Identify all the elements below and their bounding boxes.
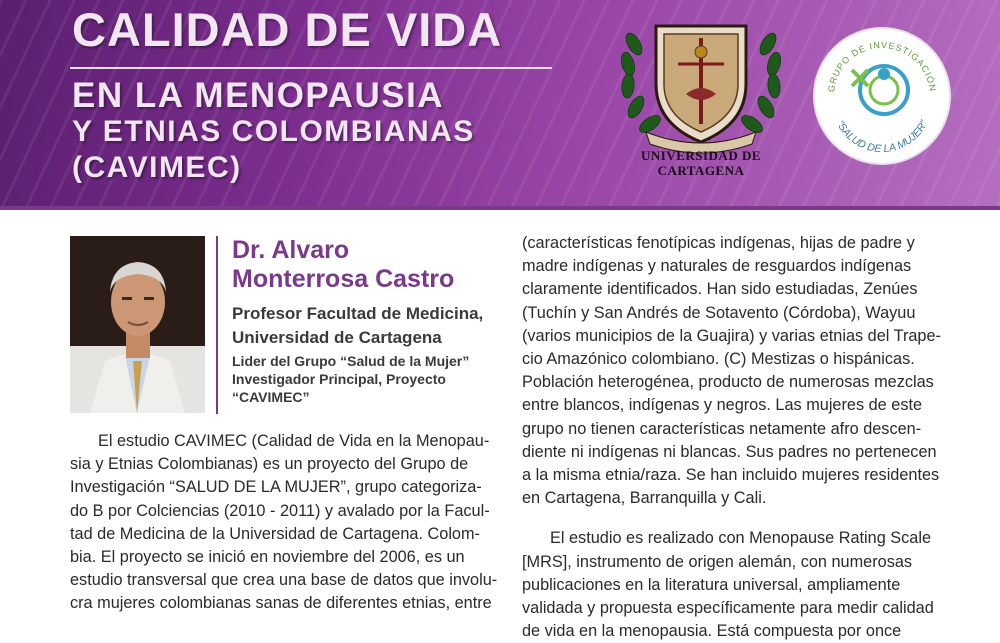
text-line: cio Amazónico colombiano. (C) Mestizas o hispánicas. <box>522 350 915 369</box>
text-line: (Tuchín y San Andrés de Sotavento (Córdoba), Wayuu <box>522 303 916 322</box>
text-line: bia. El proyecto se inició en noviembre del 2006, es un <box>70 548 465 567</box>
university-caption <box>612 148 790 178</box>
author-name-line-1: Dr. Alvaro <box>232 236 350 264</box>
text-line: do B por Colciencias (2010 - 2011) y avalado por la Facul- <box>70 501 490 520</box>
text-line: cra mujeres colombianas sanas de diferentes etnias, entre <box>70 594 492 613</box>
author-additional-roles <box>232 352 469 406</box>
title-line-3: Y ETNIAS COLOMBIANAS <box>72 115 475 148</box>
seal-top-text: GRUPO DE INVESTIGACIÓN <box>826 39 938 93</box>
paragraph-spacer <box>522 510 946 527</box>
text-line: publicaciones en la literatura universal, ampliamente <box>522 575 901 594</box>
text-line: a la misma etnia/raza. Se han incluido mujeres residentes <box>522 466 940 485</box>
author-divider <box>216 236 218 414</box>
text-line: de vida en la menopausia. Está compuesta por once <box>522 622 902 641</box>
text-line: Población heterogénea, producto de numerosas mezclas <box>522 373 934 392</box>
title-line-2: EN LA MENOPAUSIA <box>72 76 445 115</box>
text-line: Investigación “SALUD DE LA MUJER”, grupo categoriza- <box>70 478 482 497</box>
text-line: sia y Etnias Colombianas) es un proyecto del Grupo de <box>70 455 469 474</box>
author-role-line-1: Lider del Grupo “Salud de la Mujer” <box>232 353 470 369</box>
title-divider <box>70 67 552 69</box>
author-photo <box>70 236 205 413</box>
author-position-line-1: Profesor Facultad de Medicina, <box>232 304 484 323</box>
university-caption-line-2: CARTAGENA <box>657 163 745 178</box>
text-line: claramente identificados. Han sido estudiadas, Zenúes <box>522 280 918 299</box>
title-main: CALIDAD DE VIDA <box>72 3 503 56</box>
author-portrait-icon <box>70 236 205 413</box>
text-line: estudio transversal que crea una base de datos que involu- <box>70 571 498 590</box>
text-line: tad de Medicina de la Universidad de Cartagena. Colom- <box>70 524 480 543</box>
text-line: (características fenotípicas indígenas, hijas de padre y <box>522 234 915 252</box>
left-column-text <box>70 430 498 616</box>
text-line: diente ni indígenas ni blancas. Sus padres no pertenecen <box>522 442 937 461</box>
research-group-seal-icon <box>812 26 952 166</box>
header-banner <box>0 0 1000 208</box>
author-position <box>232 302 483 350</box>
text-line: El estudio CAVIMEC (Calidad de Vida en la Menopau- <box>98 432 490 450</box>
author-name <box>232 236 454 294</box>
banner-bottom-rule <box>0 206 1000 210</box>
text-line: en Cartagena, Barranquilla y Cali. <box>522 489 767 508</box>
text-line: entre blancos, indígenas y negros. Las mujeres de este <box>522 396 923 415</box>
right-column-text <box>522 232 946 643</box>
text-line: [MRS], instrumento de origen alemán, con numerosas <box>522 552 913 571</box>
text-line: (varios municipios de la Guajira) y varias etnias del Trape- <box>522 326 941 345</box>
text-line: grupo no tienen características netamente afro descen- <box>522 419 922 438</box>
university-caption-line-1: UNIVERSIDAD DE <box>640 148 762 163</box>
university-crest-icon <box>606 4 796 154</box>
author-role-line-3: “CAVIMEC” <box>232 389 310 405</box>
seal-bottom-text: "SALUD DE LA MUJER" <box>833 118 931 156</box>
author-position-line-2: Universidad de Cartagena <box>232 328 442 347</box>
title-line-4: (CAVIMEC) <box>72 151 242 184</box>
author-name-line-2: Monterrosa Castro <box>232 265 455 293</box>
text-line: madre indígenas y naturales de resguardos indígenas <box>522 257 912 276</box>
text-line: validada y propuesta específicamente para medir calidad <box>522 599 934 618</box>
author-role-line-2: Investigador Principal, Proyecto <box>232 371 446 387</box>
text-line: El estudio es realizado con Menopause Rating Scale <box>550 529 932 548</box>
